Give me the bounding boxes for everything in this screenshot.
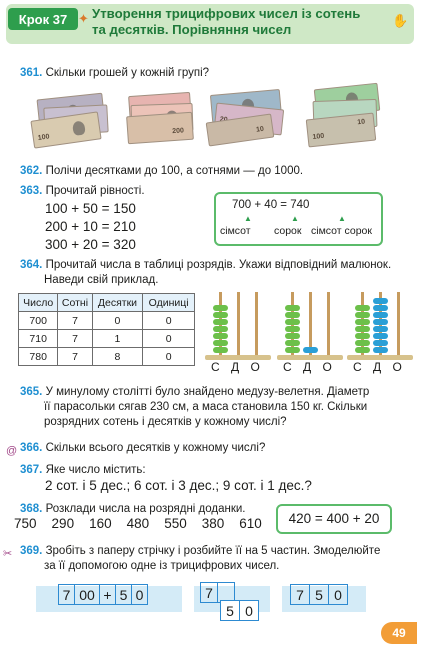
example-box-363 — [214, 192, 383, 246]
exercise-361: 361. Скільки грошей у кожній групі? — [20, 67, 210, 79]
numbers-368: 750 290 160 480 550 380 610 — [14, 516, 262, 531]
exercise-365: 365. У минулому столітті було знайдено медузу-велетня. Діаметр її парасольки сягав 230 см, а маса становила 150 кг. Скільки розрядних сотень і десятків у кожному числі? — [20, 386, 370, 428]
money-group-1 — [30, 90, 110, 145]
place-value-table — [18, 293, 195, 366]
exercise-367: 367. Яке число містить: — [20, 464, 146, 476]
table-header: Число — [19, 294, 58, 312]
arrow-icon: ▲ — [338, 214, 346, 223]
example-box-368: 420 = 400 + 20 — [276, 504, 392, 534]
example-equation: 700 + 40 = 740 — [232, 199, 310, 211]
table-row: 700 7 0 0 — [19, 312, 195, 330]
place-labels: С Д О — [283, 360, 336, 374]
table-row: 710 7 1 0 — [19, 330, 195, 348]
table-header: Сотні — [58, 294, 92, 312]
word-label: сорок — [274, 225, 302, 237]
equation: 300 + 20 = 320 — [45, 237, 136, 252]
paper-strip-1: 7 00 + 5 0 — [58, 584, 148, 605]
place-labels: С Д О — [353, 360, 406, 374]
banknote-value: 100 — [312, 132, 325, 141]
exercise-362: 362. Полічи десятками до 100, а сотнями — до 1000. — [20, 165, 304, 177]
paper-strip-2-top: 7 — [200, 582, 235, 603]
table-header: Одиниці — [143, 294, 195, 312]
lesson-title: Утворення трицифрових чисел із сотень та десятків. Порівняння чисел — [92, 6, 361, 37]
table-row: 780 7 8 0 — [19, 348, 195, 366]
table-header: Десятки — [92, 294, 143, 312]
exercise-364: 364. Прочитай числа в таблиці розрядів. Укажи відповідний малюнок. Наведи свій приклад. — [20, 259, 392, 286]
abacus-1 — [205, 292, 273, 372]
banknote-value: 10 — [255, 125, 265, 134]
step-badge: Крок 37 — [8, 8, 78, 30]
paper-strip-3: 7 5 0 — [290, 584, 348, 605]
place-labels: С Д О — [211, 360, 264, 374]
scissors-icon: ✂ — [3, 548, 13, 560]
word-label: сімсот сорок — [311, 225, 372, 237]
exercise-363: 363. Прочитай рівності. — [20, 185, 145, 197]
equations-363 — [45, 200, 136, 254]
paper-strip-2-bottom: 5 0 — [220, 600, 259, 621]
money-group-3 — [205, 90, 295, 145]
abacus-3 — [347, 292, 415, 372]
exercise-368: 368. Розклади числа на розрядні доданки. — [20, 503, 246, 515]
banknote-value: 200 — [172, 127, 185, 136]
handshake-icon: ✋ — [392, 13, 409, 28]
exercise-366: 366. Скільки всього десятків у кожному числі? — [20, 442, 266, 454]
money-group-4 — [305, 84, 385, 146]
arrow-icon: ▲ — [291, 214, 299, 223]
money-group-2 — [125, 90, 197, 145]
exercise-367-answer: 2 сот. і 5 дес.; 6 сот. і 3 дес.; 9 сот. і 1 дес.? — [45, 478, 312, 493]
arrow-icon: ▲ — [244, 214, 252, 223]
compass-icon: ✦ — [78, 11, 89, 26]
word-label: сімсот — [220, 225, 251, 237]
equation: 100 + 50 = 150 — [45, 201, 136, 216]
banknote-value: 10 — [356, 118, 366, 127]
banknote-value: 100 — [37, 133, 50, 142]
abacus-2 — [277, 292, 345, 372]
exercise-369: 369. Зробіть з паперу стрічку і розбийте її на 5 частин. Змоделюйте за її допомогою одне із трицифрових чисел. — [20, 545, 381, 572]
page-number: 49 — [381, 622, 417, 644]
equation: 200 + 10 = 210 — [45, 219, 136, 234]
snail-icon: @ — [6, 445, 18, 457]
